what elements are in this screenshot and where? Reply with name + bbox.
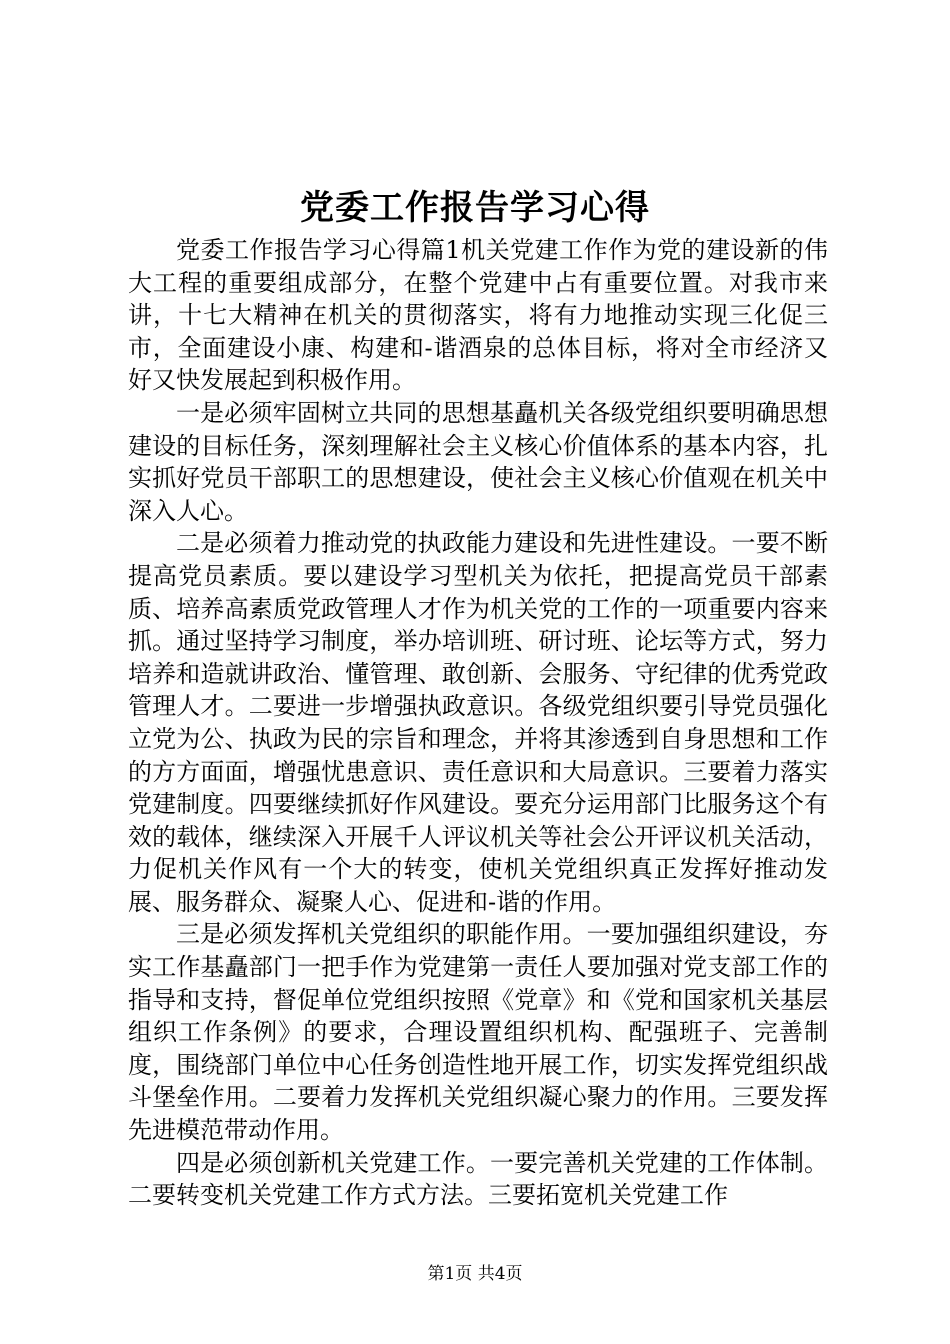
paragraph: 一是必须牢固树立共同的思想基矗机关各级党组织要明确思想建设的目标任务，深刻理解社会主义核心价值体系的基本内容，扎实抓好党员干部职工的思想建设，使社会主义核心价值观在机关中深入人心。 [128,398,828,525]
document-title: 党委工作报告学习心得 [300,188,650,228]
document-body [128,234,828,1212]
page-number-footer: 第1页 共4页 [427,1264,523,1284]
paragraph: 四是必须创新机关党建工作。一要完善机关党建的工作体制。二要转变机关党建工作方式方法。三要拓宽机关党建工作 [128,1148,828,1210]
paragraph: 二是必须着力推动党的执政能力建设和先进性建设。一要不断提高党员素质。要以建设学习型机关为依托，把提高党员干部素质、培养高素质党政管理人才作为机关党的工作的一项重要内容来抓。通过坚持学习制度，举办培训班、研讨班、论坛等方式，努力培养和造就讲政治、懂管理、敢创新、会服务、守纪律的优秀党政管理人才。二要进一步增强执政意识。各级党组织要引导党员强化立党为公、执政为民的宗旨和理念，并将其渗透到自身思想和工作的方方面面，增强忧患意识、责任意识和大局意识。三要着力落实党建制度。四要继续抓好作风建设。要充分运用部门比服务这个有效的载体，继续深入开展千人评议机关等社会公开评议机关活动，力促机关作风有一个大的转变，使机关党组织真正发挥好推动发展、服务群众、凝聚人心、促进和-谐的作用。 [128,529,828,916]
paragraph: 三是必须发挥机关党组织的职能作用。一要加强组织建设，夯实工作基矗部门一把手作为党建第一责任人要加强对党支部工作的指导和支持，督促单位党组织按照《党章》和《党和国家机关基层组织工作条例》的要求，合理设置组织机构、配强班子、完善制度，围绕部门单位中心任务创造性地开展工作，切实发挥党组织战斗堡垒作用。二要着力发挥机关党组织凝心聚力的作用。三要发挥先进模范带动作用。 [128,920,828,1145]
paragraph: 党委工作报告学习心得篇1机关党建工作作为党的建设新的伟大工程的重要组成部分，在整个党建中占有重要位置。对我市来讲，十七大精神在机关的贯彻落实，将有力地推动实现三化促三市，全面建设小康、构建和-谐酒泉的总体目标，将对全市经济又好又快发展起到积极作用。 [128,236,828,395]
